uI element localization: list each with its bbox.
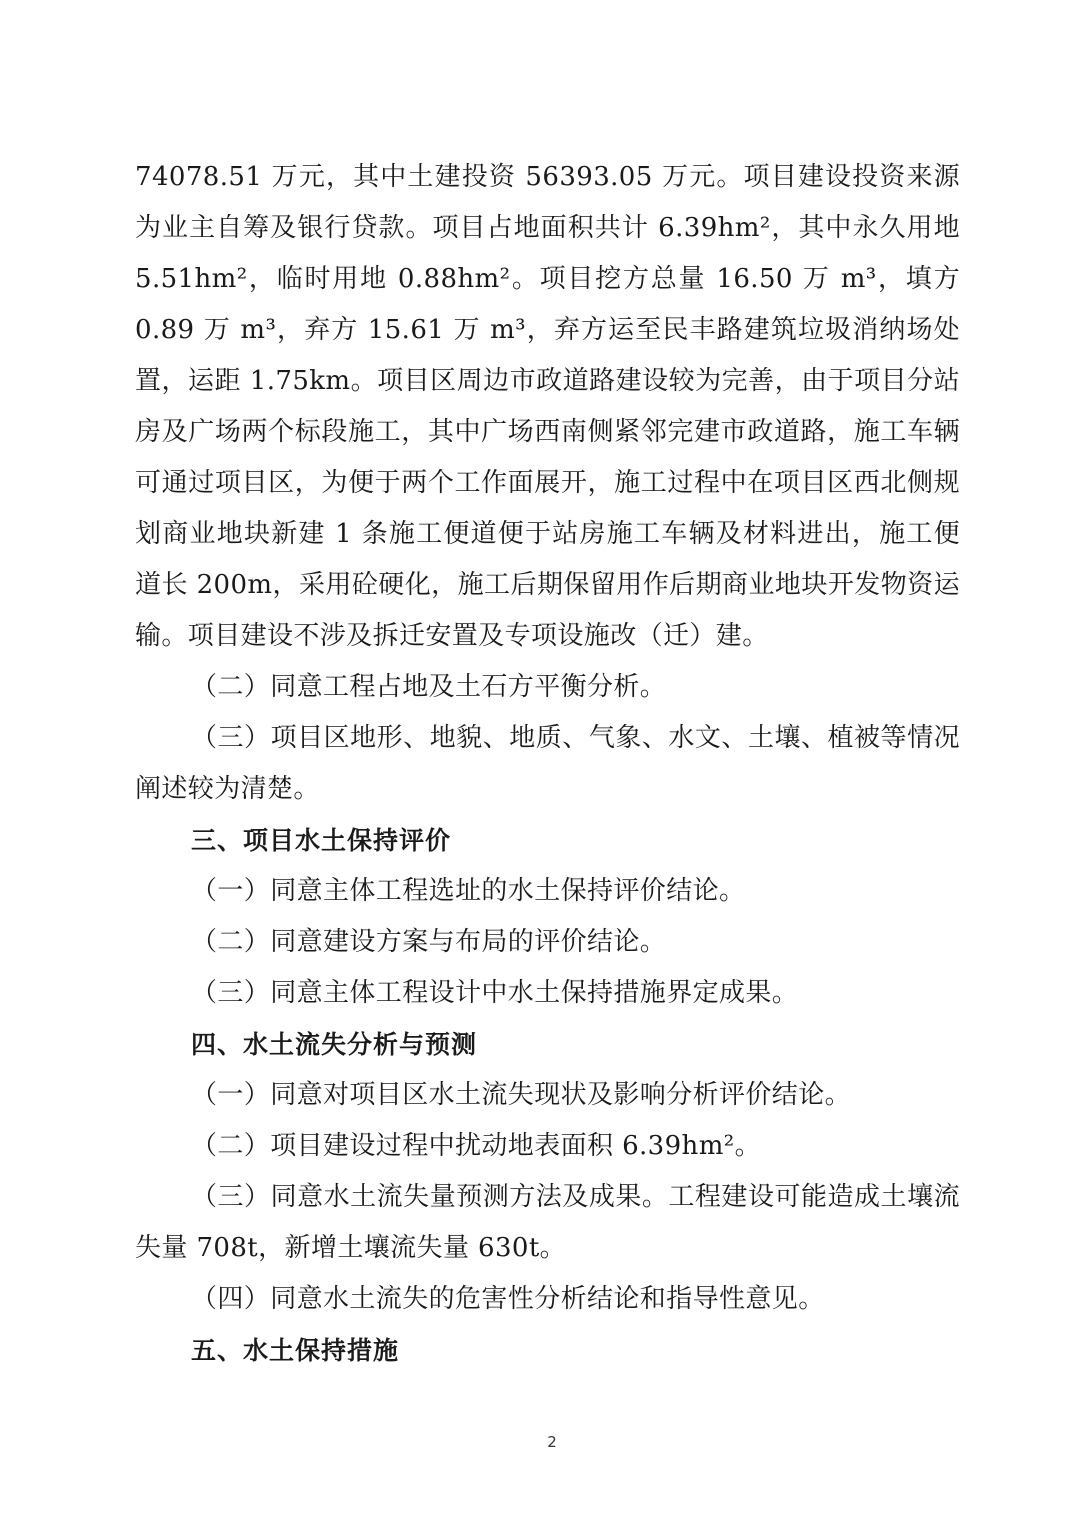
- paragraph-project-overview: 74078.51 万元，其中土建投资 56393.05 万元。项目建设投资来源为业主自筹及银行贷款。项目占地面积共计 6.39hm²，其中永久用地 5.51hm²，临时用地 0.88hm²。项目挖方总量 16.50 万 m³，填方 0.89 万 m³，弃方 15.61 万 m³，弃方运至民丰路建筑垃圾消纳场处置，运距 1.75km。项目区周边市政道路建设较为完善，由于项目分站房及广场两个标段施工，其中广场西南侧紧邻完建市政道路，施工车辆可通过项目区，为便于两个工作面展开，施工过程中在项目区西北侧规划商业地块新建 1 条施工便道便于站房施工车辆及材料进出，施工便道长 200m，采用砼硬化，施工后期保留用作后期商业地块开发物资运输。项目建设不涉及拆迁安置及专项设施改（迁）建。: [135, 162, 960, 651]
- page-number: 2: [547, 1433, 557, 1451]
- paragraph-3-1: （一）同意主体工程选址的水土保持评价结论。: [191, 876, 746, 906]
- paragraph-4-3: （三）同意水土流失量预测方法及成果。工程建设可能造成土壤流失量 708t，新增土壤流失量 630t。: [135, 1182, 960, 1263]
- paragraph-4-4: （四）同意水土流失的危害性分析结论和指导性意见。: [191, 1284, 825, 1314]
- paragraph-4-1: （一）同意对项目区水土流失现状及影响分析评价结论。: [191, 1080, 852, 1110]
- document-body: [135, 152, 960, 1376]
- section-heading-5: 五、水土保持措施: [191, 1336, 400, 1365]
- paragraph-3-2: （二）同意建设方案与布局的评价结论。: [191, 927, 667, 957]
- paragraph-4-2: （二）项目建设过程中扰动地表面积 6.39hm²。: [191, 1131, 761, 1161]
- section-heading-4: 四、水土流失分析与预测: [191, 1030, 478, 1059]
- paragraph-site-conditions: （三）项目区地形、地貌、地质、气象、水文、土壤、植被等情况阐述较为清楚。: [135, 723, 960, 804]
- section-heading-3: 三、项目水土保持评价: [191, 826, 452, 855]
- paragraph-land-earthwork: （二）同意工程占地及土石方平衡分析。: [191, 672, 667, 702]
- paragraph-3-3: （三）同意主体工程设计中水土保持措施界定成果。: [191, 978, 799, 1008]
